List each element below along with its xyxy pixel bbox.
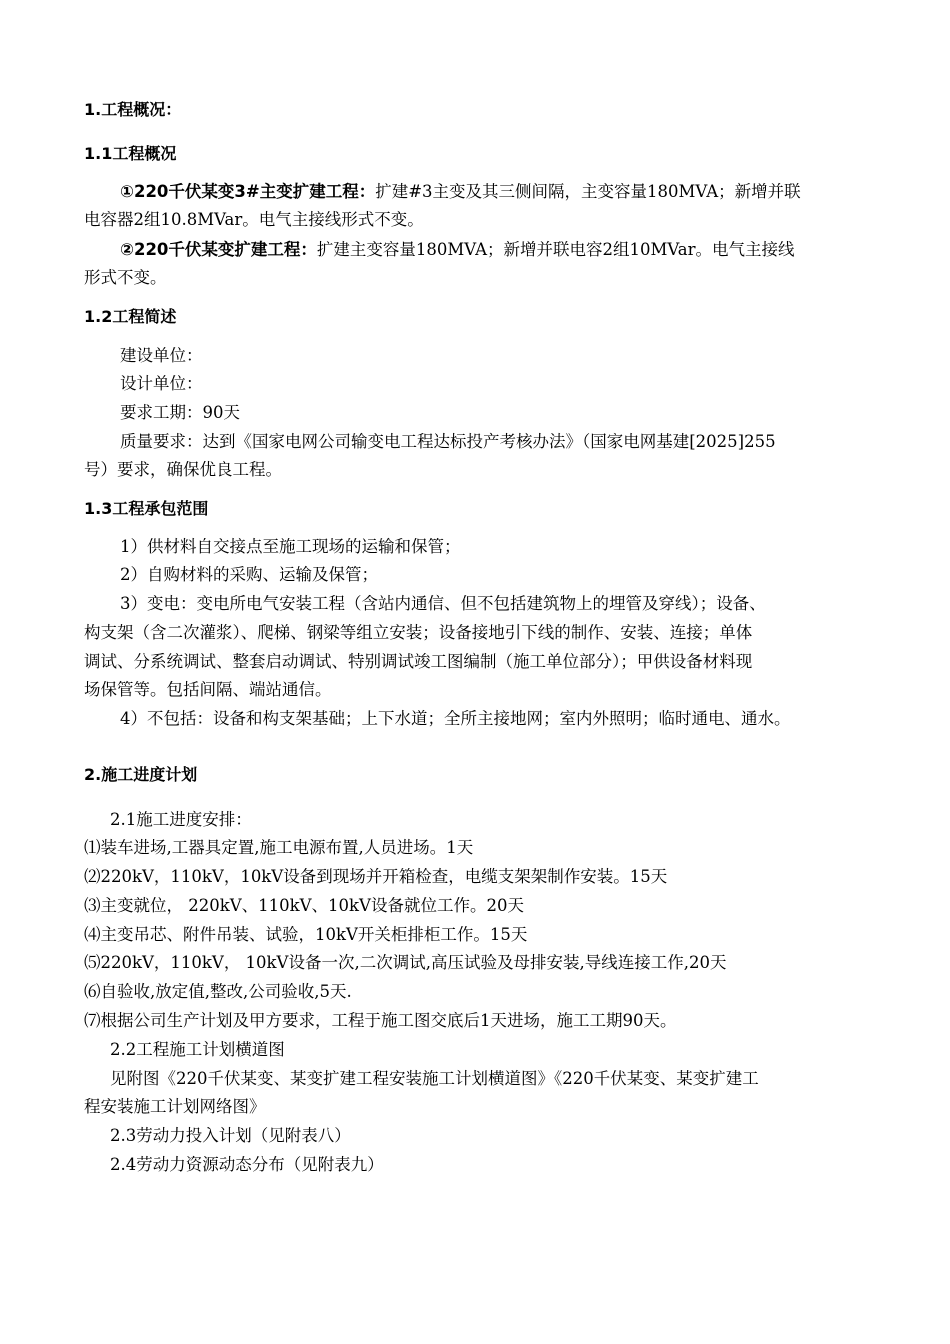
owner-line: 建设单位： <box>120 346 203 365</box>
section-2-1-heading: 2.1施工进度安排： <box>110 810 252 829</box>
paragraph-1-text: 扩建#3主变及其三侧间隔，主变容量180MVA；新增并联 <box>375 182 801 201</box>
paragraph-2-line-1 <box>120 239 795 261</box>
paragraph-2-lead: ②220千伏某变扩建工程： <box>120 240 317 259</box>
schedule-step: ⑺根据公司生产计划及甲方要求，工程于施工图交底后1天进场，施工工期90天。 <box>84 1011 677 1030</box>
section-1-1-heading: 1.1工程概况 <box>84 144 177 163</box>
section-1-heading: 1.工程概况： <box>84 100 182 119</box>
section-2-2-line-1: 见附图《220千伏某变、某变扩建工程安装施工计划横道图》《220千伏某变、某变扩建工 <box>110 1069 759 1088</box>
schedule-step: ⑹自验收,放定值,整改,公司验收,5天. <box>84 982 352 1001</box>
section-1-2-heading: 1.2工程简述 <box>84 307 177 326</box>
paragraph-1-lead: ①220千伏某变3#主变扩建工程： <box>120 182 376 201</box>
scope-item-3-line-4: 场保管等。包括间隔、端站通信。 <box>84 680 332 699</box>
paragraph-1-line-1 <box>120 181 878 203</box>
scope-item-3-line-1: 3）变电：变电所电气安装工程（含站内通信、但不包括建筑物上的埋管及穿线）；设备、 <box>120 594 766 613</box>
section-2-2-line-2: 程安装施工计划网络图》 <box>84 1097 266 1116</box>
scope-item-4: 4）不包括：设备和构支架基础；上下水道；全所主接地网；室内外照明；临时通电、通水。 <box>120 709 791 728</box>
designer-line: 设计单位： <box>120 374 203 393</box>
paragraph-2-text: 扩建主变容量180MVA；新增并联电容2组10MVar。电气主接线 <box>316 240 795 259</box>
section-2-2-heading: 2.2工程施工计划横道图 <box>110 1040 285 1059</box>
period-line: 要求工期：90天 <box>120 403 240 422</box>
section-2-heading: 2.施工进度计划 <box>84 765 198 784</box>
schedule-step: ⑶主变就位， 220kV、110kV、10kV设备就位工作。20天 <box>84 896 524 915</box>
schedule-step: ⑷主变吊芯、附件吊装、试验，10kV开关柜排柜工作。15天 <box>84 925 528 944</box>
quality-line-1: 质量要求：达到《国家电网公司输变电工程达标投产考核办法》（国家电网基建[2025]255 <box>120 432 776 451</box>
section-2-4-heading: 2.4劳动力资源动态分布（见附表九） <box>110 1155 384 1174</box>
scope-item-3-line-3: 调试、分系统调试、整套启动调试、特别调试竣工图编制（施工单位部分）；甲供设备材料现 <box>84 652 753 671</box>
schedule-step: ⑵220kV，110kV，10kV设备到现场并开箱检查，电缆支架架制作安装。15天 <box>84 867 668 886</box>
paragraph-2-line-2: 形式不变。 <box>84 268 167 287</box>
section-1-3-heading: 1.3工程承包范围 <box>84 499 209 518</box>
scope-item-2: 2）自购材料的采购、运输及保管； <box>120 565 378 584</box>
schedule-step: ⑸220kV，110kV， 10kV设备一次,二次调试,高压试验及母排安装,导线连接工作,20天 <box>84 953 727 972</box>
quality-line-2: 号）要求，确保优良工程。 <box>84 460 282 479</box>
schedule-step: ⑴装车进场,工器具定置,施工电源布置,人员进场。1天 <box>84 838 474 857</box>
section-2-3-heading: 2.3劳动力投入计划（见附表八） <box>110 1126 351 1145</box>
scope-item-3-line-2: 构支架（含二次灌浆）、爬梯、钢梁等组立安装；设备接地引下线的制作、安装、连接；单体 <box>84 623 753 642</box>
scope-item-1: 1）供材料自交接点至施工现场的运输和保管； <box>120 537 461 556</box>
paragraph-1-line-2: 电容器2组10.8MVar。电气主接线形式不变。 <box>84 210 424 229</box>
